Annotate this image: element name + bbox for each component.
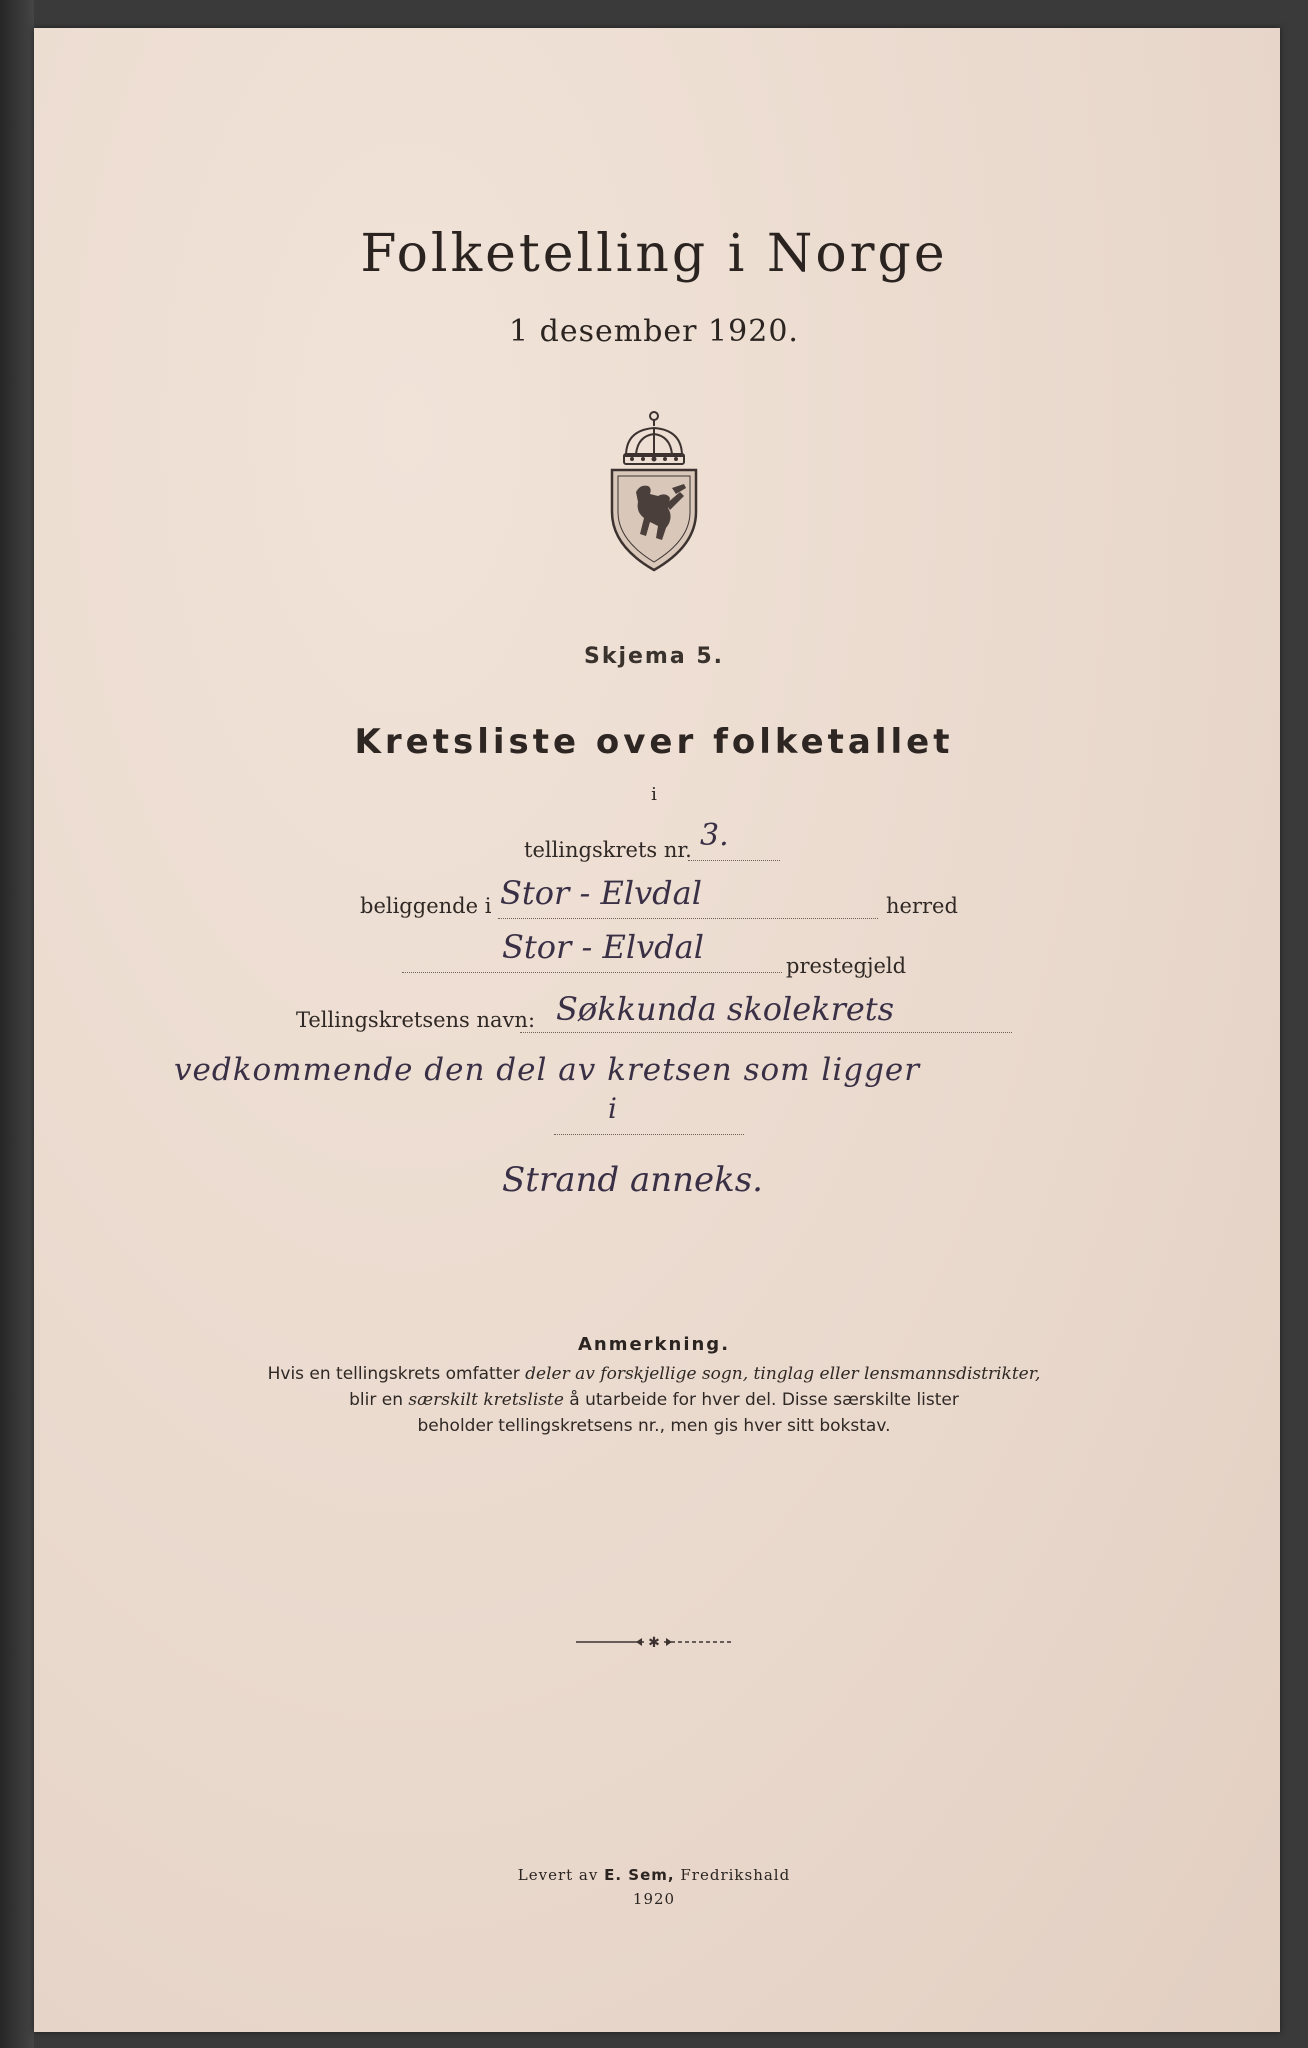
printer-year: 1920	[632, 1890, 676, 1908]
printer-line	[0, 1866, 1308, 1884]
anmerkning-line1	[0, 1364, 1308, 1384]
handwritten-note-line2: i	[608, 1092, 617, 1125]
printer-prefix: Levert av	[517, 1866, 599, 1884]
anmerkning-line2	[0, 1390, 1308, 1410]
beliggende-label: beliggende i	[360, 894, 492, 918]
prestegjeld-label: prestegjeld	[786, 954, 907, 978]
coat-of-arms-icon	[606, 408, 702, 574]
binding-edge	[0, 0, 34, 2048]
tellingskrets-line	[688, 860, 780, 861]
handwritten-note-line3: Strand anneks.	[502, 1160, 763, 1200]
herred-field[interactable]: Stor - Elvdal	[500, 874, 702, 912]
herred-line	[498, 918, 878, 919]
printer-name: E. Sem,	[604, 1866, 675, 1884]
divider-ornament-icon	[574, 1636, 734, 1648]
anmerkning-line2-c: å utarbeide for hver del. Disse særskilte lister	[569, 1390, 959, 1410]
tellingskrets-label: tellingskrets nr.	[524, 838, 692, 862]
tellingskrets-number-field[interactable]: 3.	[700, 818, 729, 853]
prestegjeld-field[interactable]: Stor - Elvdal	[502, 928, 704, 966]
anmerkning-line1-a: Hvis en tellingskrets omfatter	[267, 1364, 520, 1384]
anmerkning-line2-b: særskilt kretsliste	[408, 1390, 564, 1410]
kretsnavn-label: Tellingskretsens navn:	[296, 1008, 536, 1032]
printer-city: Fredrikshald	[680, 1866, 791, 1884]
note-divider	[554, 1134, 744, 1135]
schema-number: Skjema 5.	[583, 644, 725, 669]
kretsnavn-field[interactable]: Søkkunda skolekrets	[556, 990, 895, 1028]
herred-label: herred	[886, 894, 958, 918]
svg-text:✱: ✱	[648, 1636, 660, 1648]
form-date: 1 desember 1920.	[509, 314, 799, 349]
anmerkning-heading: Anmerkning.	[577, 1334, 731, 1355]
prestegjeld-line	[402, 972, 782, 973]
handwritten-note-line1: vedkommende den del av kretsen som ligger	[174, 1052, 921, 1088]
kretsnavn-line	[520, 1032, 1012, 1033]
heading-preposition: i	[651, 784, 657, 805]
anmerkning-line2-a: blir en	[349, 1390, 403, 1410]
anmerkning-line1-b: deler av forskjellige sogn, tinglag eller lensmannsdistrikter,	[525, 1364, 1041, 1384]
form-heading: Kretsliste over folketallet	[354, 722, 954, 762]
anmerkning-line3: beholder tellingskretsens nr., men gis hver sitt bokstav.	[417, 1416, 891, 1436]
form-title: Folketelling i Norge	[360, 224, 948, 284]
